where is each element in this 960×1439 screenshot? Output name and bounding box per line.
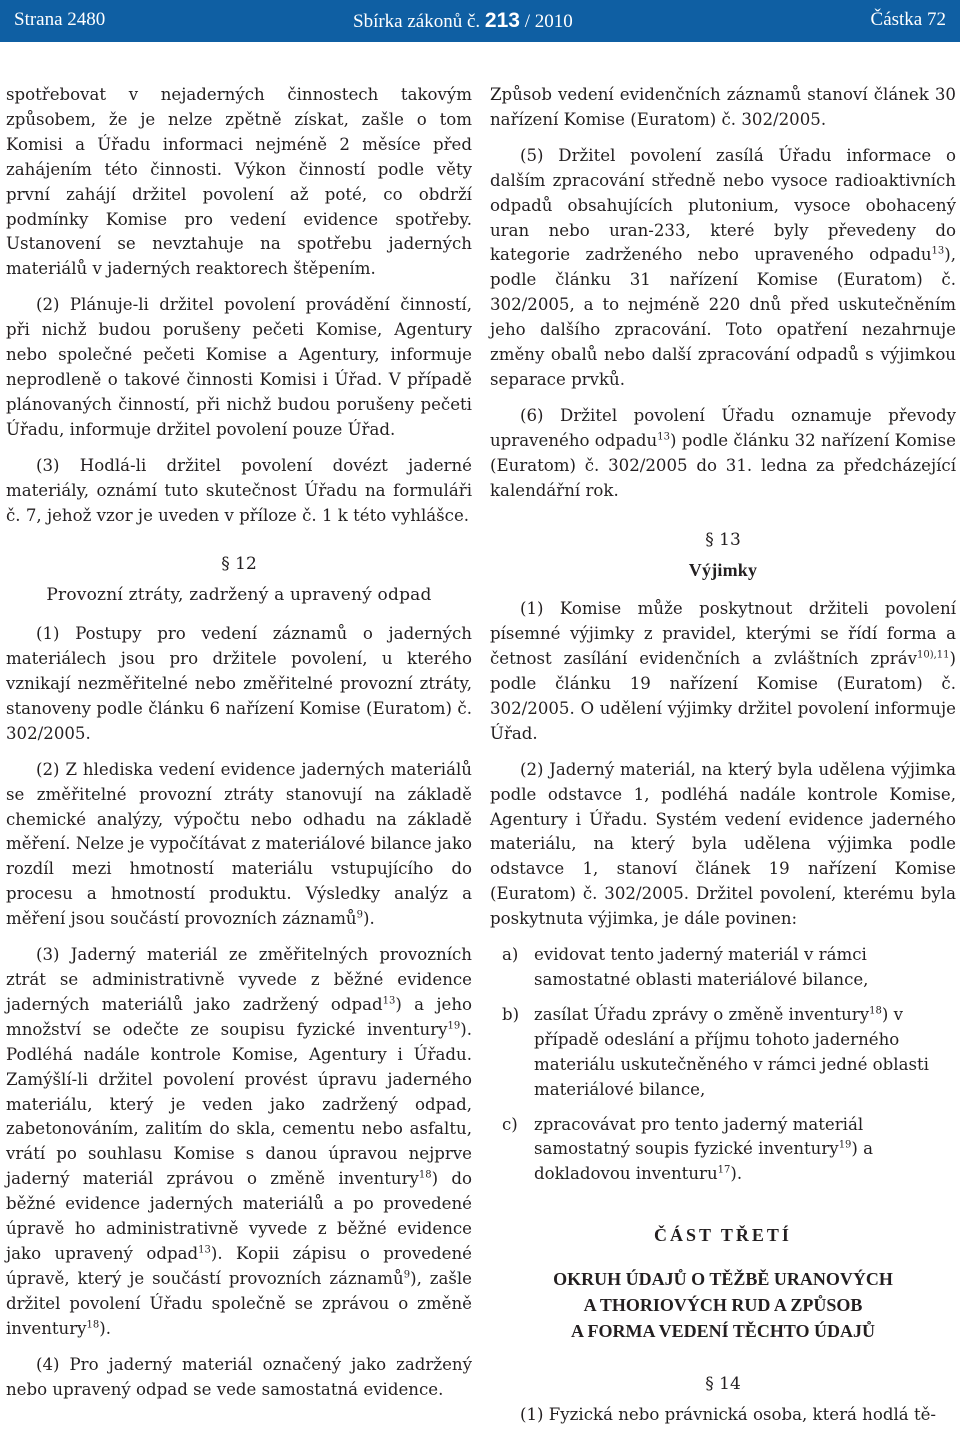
paragraph-5: (5) Držitel povolení zasílá Úřadu informace o dalším zpracování středně nebo vysoce radioaktivních odpadů obsahujících plutonium, vysoce obohacený uran nebo uran-233, které byly převedeny do kategorie zadrženého nebo upraveného odpadu$^{13}$), podle článku 31 nařízení Komise (Euratom) č. 302/2005, a to nejméně 220 dnů před uskutečněním jeho dalšího zpracování. Toto opatření nezahrnuje změny obalů nebo další zpracování odpadů s výjimkou separace prvků. bbox=[490, 145, 956, 389]
footnote-ref: 19 bbox=[838, 1139, 852, 1151]
footnote-ref: 13 bbox=[382, 995, 396, 1007]
footnote-ref: 9 bbox=[356, 909, 363, 921]
issue-part: Částka 72 bbox=[870, 9, 946, 30]
paragraph-continuation: spotřebovat v nejaderných činnostech takovým způsobem, že je nelze zpětně získat, zašle o tom Komisi a Úřadu informaci nejméně 2 měsíce před zahájením této činnosti. Výkon činností podle věty první zahájí držitel povolení až poté, co obdrží podmínky Komise pro vedení evidence spotřeby. Ustanovení se nevztahuje na spotřebu jaderných materiálů v jaderných reaktorech štěpením. bbox=[6, 85, 472, 279]
paragraph-2: (2) Plánuje-li držitel povolení provádění činností, při nichž budou porušeny pečeti Komise, Agentury nebo společné pečeti Komise a Agentury, informuje neprodleně o takové činnosti Komisi i Úřad. V případě plánovaných činností, při nichž budou porušeny pečeti Úřadu, informuje držitel povolení pouze Úřad. bbox=[6, 295, 472, 439]
collection-title bbox=[353, 9, 573, 33]
section-13-title: Výjimky bbox=[688, 560, 758, 581]
list-item-b: b) zasílat Úřadu zprávy o změně inventury$^{18}$) v případě odeslání a příjmu tohoto jaderného materiálu uskutečněného v rámci jedné oblasti materiálové bilance, bbox=[502, 1004, 929, 1099]
paragraph-3: (3) Hodlá-li držitel povolení dovézt jaderné materiály, oznámí tuto skutečnost Úřadu na formuláři č. 7, jehož vzor je uveden v příloze č. 1 k této vyhlášce. bbox=[6, 455, 472, 525]
s12-paragraph-2: (2) Z hlediska vedení evidence jaderných materiálů se změřitelné provozní ztráty stanovují na základě chemické analýzy, výpočtu nebo odhadu na základě měření. Nelze je vypočítávat z materiálové bilance jako rozdíl mezi hmotností materiálu vstupujícího do procesu a hmotností produktu. Výsledky analýz a měření jsou součástí provozních záznamů$^9$). bbox=[6, 759, 472, 929]
section-13-sign: § 13 bbox=[705, 529, 741, 550]
s12-paragraph-4: (4) Pro jaderný materiál označený jako zadržený nebo upravený odpad se vede samostatná evidence. bbox=[6, 1354, 472, 1399]
part-subtitle: OKRUH ÚDAJŮ O TĚŽBĚ URANOVÝCH A THORIOVÝCH RUD A ZPŮSOB A FORMA VEDENÍ TĚCHTO ÚDAJŮ bbox=[553, 1269, 893, 1342]
paragraph-continuation: Způsob vedení evidenčních záznamů stanoví článek 30 nařízení Komise (Euratom) č. 302/2005. bbox=[490, 85, 956, 129]
footnote-ref: 18 bbox=[869, 1005, 882, 1017]
law-number: 213 bbox=[484, 9, 520, 32]
s12-paragraph-3: (3) Jaderný materiál ze změřitelných provozních ztrát se administrativně vyvede z běžné evidence jaderných materiálů jako zadržený odpad$^{13}$) a jeho množství se odečte ze soupisu fyzické inventury$^{19}$). Podléhá nadále kontrole Komise, Agentury i Úřadu. Zamýšlí-li držitel povolení provést úpravu jaderného materiálu, který je veden jako zadržený odpad, zabetonováním, zalitím do skla, cementu nebo asfaltu, vrátí po souhlasu Komise s danou úpravou nejprve jaderný materiál zprávou o změně inventury$^{18}$) do běžné evidence jaderných materiálů a po provedené úpravě ho administrativně vyvede z běžné evidence jako upravený odpad$^{13}$). Kopii zápisu o provedené úpravě, který je součástí provozních záznamů$^9$), zašle držitel povolení Úřadu společně se zprávou o změně inventury$^{18}$). bbox=[6, 945, 473, 1338]
collection-prefix: Sbírka zákonů č. bbox=[353, 11, 485, 32]
footnote-ref: 13 bbox=[657, 431, 670, 443]
footnote-ref: 9 bbox=[403, 1269, 411, 1281]
s14-paragraph-1: (1) Fyzická nebo právnická osoba, která hodlá tě- bbox=[520, 1405, 937, 1425]
page-header bbox=[0, 0, 960, 42]
s13-paragraph-2: (2) Jaderný materiál, na který byla udělena výjimka podle odstavce 1, podléhá nadále kontrole Komise, Agentury i Úřadu. Systém vedení evidence jaderného materiálu, na který byla udělena výjimka podle odstavce 1, stanoví článek 19 nařízení Komise (Euratom) č. 302/2005. Držitel povolení, kterému byla poskytnuta výjimka, je dále povinen: bbox=[490, 759, 956, 929]
footnote-ref: 13 bbox=[931, 245, 945, 257]
section-12-title: Provozní ztráty, zadržený a upravený odpad bbox=[46, 585, 432, 606]
s13-paragraph-1: (1) Komise může poskytnout držiteli povolení písemné výjimky z pravidel, kterými se řídí forma a četnost zasílání evidenčních a zvláštních zpráv$^{10),11}$) podle článku 19 nařízení Komise (Euratom) č. 302/2005. O udělení výjimky držitel povolení informuje Úřad. bbox=[490, 599, 956, 743]
list-label: c) bbox=[502, 1114, 518, 1134]
list-label: b) bbox=[502, 1004, 520, 1024]
footnote-ref: 18 bbox=[418, 1169, 432, 1181]
list-item-a: a) evidovat tento jaderný materiál v rámci samostatné oblasti materiálové bilance, bbox=[502, 945, 869, 989]
list-item-c: c) zpracovávat pro tento jaderný materiál samostatný soupis fyzické inventury$^{19}$) a dokladovou inventuru$^{17}$). bbox=[502, 1114, 874, 1184]
list-label: a) bbox=[502, 945, 519, 965]
section-12-sign: § 12 bbox=[221, 554, 257, 575]
footnote-ref: 13 bbox=[198, 1244, 211, 1256]
footnote-ref: 19 bbox=[447, 1020, 461, 1032]
footnote-ref: 18 bbox=[86, 1319, 100, 1331]
law-year: / 2010 bbox=[519, 11, 573, 32]
right-column bbox=[490, 83, 956, 1439]
section-14-sign: § 14 bbox=[705, 1374, 741, 1395]
paragraph-6: (6) Držitel povolení Úřadu oznamuje převody upraveného odpadu$^{13}$) podle článku 32 nařízení Komise (Euratom) č. 302/2005 do 31. ledna za předcházející kalendářní rok. bbox=[490, 405, 956, 500]
footnote-ref: 17 bbox=[717, 1164, 731, 1176]
s12-paragraph-1: (1) Postupy pro vedení záznamů o jaderných materiálech jsou pro držitele povolení, u kterého vznikají nezměřitelné nebo změřitelné provozní ztráty, stanoveny podle článku 6 nařízení Komise (Euratom) č. 302/2005. bbox=[6, 624, 472, 743]
part-title: ČÁST TŘETÍ bbox=[654, 1225, 792, 1246]
page-number: Strana 2480 bbox=[14, 9, 106, 30]
footnote-ref: 10),11 bbox=[916, 649, 950, 661]
left-column bbox=[6, 83, 472, 1413]
